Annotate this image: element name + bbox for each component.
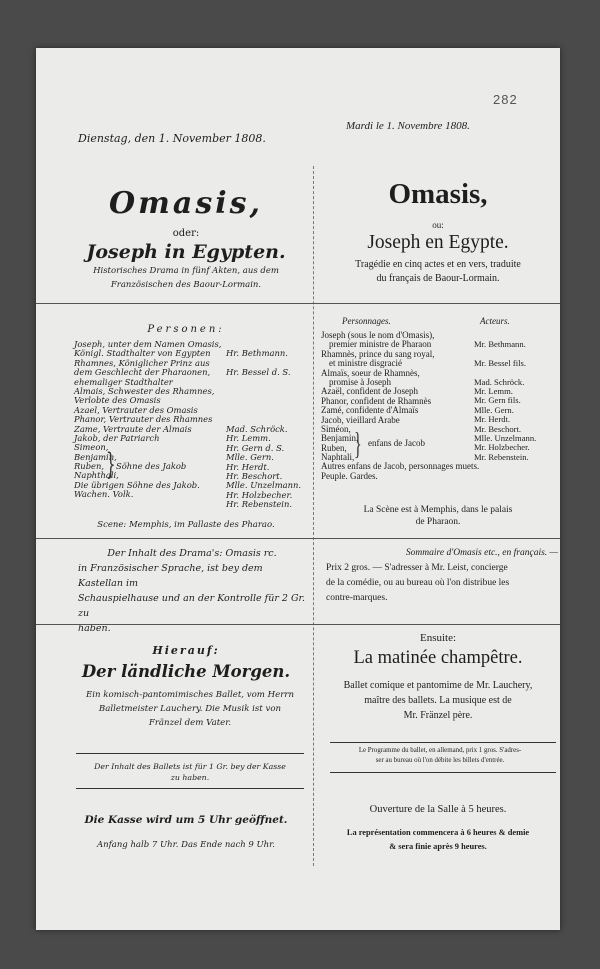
cast-actor: Mr. Bessel fils. xyxy=(474,357,527,368)
right-sommaire-line: Prix 2 gros. — S'adresser à Mr. Leist, concierge xyxy=(326,563,508,573)
cast-actor: Mr. Beschort. xyxy=(474,423,522,434)
left-ballet-desc-line: Fränzel dem Vater. xyxy=(148,718,232,728)
left-date: Dienstag, den 1. November 1808. xyxy=(78,132,266,145)
right-ballet-title: La matinée champêtre. xyxy=(353,648,523,668)
right-rule-ballet xyxy=(330,742,556,743)
cast-role: Phanor, confident de Rhamnès xyxy=(321,395,432,406)
left-cast-actors-lower xyxy=(226,424,306,510)
cast-actor: Hr. Gern d. S. xyxy=(226,442,285,453)
cast-role: Rhamnes, Königlicher Prinz aus xyxy=(74,357,210,368)
cast-actor: Mlle. Gern. xyxy=(474,404,514,415)
cast-actor: Mad. Schröck. xyxy=(474,376,525,387)
right-ballet-desc-line: Mr. Fränzel père. xyxy=(403,710,473,721)
left-oder: oder: xyxy=(172,228,200,239)
left-inhalt-line: haben. xyxy=(78,623,111,634)
right-genre-line2: du français de Baour-Lormain. xyxy=(376,273,500,284)
right-ouverture: Ouverture de la Salle à 5 heures. xyxy=(369,804,507,815)
cast-role: Jakob, der Patriarch xyxy=(74,432,160,443)
right-sommaire-line: Sommaire d'Omasis etc., en français. — xyxy=(405,548,558,558)
cast-actor: Hr. Herdt. xyxy=(226,461,270,472)
left-inhalt-line: Schauspielhause und an der Kontrolle für 2 Gr. zu xyxy=(78,593,306,619)
left-ballet-inhalt-line: Der Inhalt des Ballets ist für 1 Gr. bey der Kasse xyxy=(94,762,286,771)
right-cast-actors xyxy=(474,340,560,462)
cast-actor: Mlle. Unzelmann. xyxy=(226,480,302,491)
page-number: 282 xyxy=(493,92,518,107)
cast-role: Ruben, xyxy=(74,461,105,472)
left-sons-brace: } xyxy=(106,447,116,482)
cast-role: Azaël, confident de Joseph xyxy=(321,386,418,397)
right-programme-line: ser au bureau où l'on débite les billets d'entrée. xyxy=(375,757,505,764)
right-sommaire-line: contre-marques. xyxy=(326,593,388,603)
cast-actor: Mr. Gern fils. xyxy=(474,395,521,406)
left-cast-roles xyxy=(74,340,224,500)
right-representation-line1: La représentation commencera à 6 heures & demie xyxy=(346,828,530,837)
cast-actor: Hr. Bethmann. xyxy=(226,348,288,358)
cast-role: promise à Joseph xyxy=(329,376,391,387)
left-anfang: Anfang halb 7 Uhr. Das Ende nach 9 Uhr. xyxy=(97,840,275,850)
right-sommaire-line: de la comédie, ou au bureau où l'on distribue les xyxy=(326,578,510,588)
rule-middle-1 xyxy=(36,538,560,539)
cast-role: Phanor, Vertrauter des Rhamnes xyxy=(74,414,213,425)
left-rule-ballet-2 xyxy=(76,788,304,789)
left-ballet-desc-line: Balletmeister Lauchery. Die Musik ist von xyxy=(98,704,282,714)
left-ballet-desc-line: Ein komisch-pantomimisches Ballet, vom Herrn xyxy=(86,690,294,700)
cast-actor: Mr. Lemm. xyxy=(474,385,513,396)
right-cast-roles xyxy=(321,331,481,481)
right-sommaire xyxy=(326,546,558,606)
cast-role: Peuple. Gardes. xyxy=(321,470,378,481)
right-acteurs-heading: Acteurs. xyxy=(480,316,510,326)
cast-role: Benjamin, xyxy=(74,451,117,462)
left-hierauf: Hierauf: xyxy=(152,644,220,657)
cast-role: Zamé, confidente d'Almaïs xyxy=(321,405,419,416)
right-sons-label: enfans de Jacob xyxy=(368,438,425,448)
left-genre-line1: Historisches Drama in fünf Akten, aus dem xyxy=(93,266,279,276)
left-personen-heading: Personen: xyxy=(147,324,225,335)
cast-role: Almaïs, soeur de Rhamnès, xyxy=(321,367,420,378)
cast-role: Joseph, unter dem Namen Omasis, xyxy=(74,339,222,349)
right-sons-brace: } xyxy=(354,425,362,461)
cast-role: Siméon, xyxy=(321,423,351,434)
right-date: Mardi le 1. Novembre 1808. xyxy=(346,120,470,132)
left-ballet-inhalt-line: zu haben. xyxy=(170,773,210,782)
left-scene: Scene: Memphis, im Pallaste des Pharao. xyxy=(97,520,275,530)
cast-actor: Mr. Herdt. xyxy=(474,414,511,425)
right-ballet-desc-line: Ballet comique et pantomime de Mr. Lauchery, xyxy=(343,680,533,691)
cast-role: Verlobte des Omasis xyxy=(74,395,161,406)
cast-role: Simeon, xyxy=(74,442,109,453)
right-representation-line2: & sera finie après 9 heures. xyxy=(389,842,487,851)
right-subtitle: Joseph en Egypte. xyxy=(367,232,509,253)
cast-actor: Hr. Beschort. xyxy=(226,470,283,481)
cast-role: Almais, Schwester des Rhamnes, xyxy=(74,385,215,396)
left-subtitle: Joseph in Egypten. xyxy=(86,241,286,263)
cast-actor: Hr. Rebenstein. xyxy=(226,499,293,510)
cast-role: Joseph (sous le nom d'Omasis), xyxy=(321,330,435,340)
cast-role: Azael, Vertrauter des Omasis xyxy=(74,404,198,415)
right-ballet-desc-line: maître des ballets. La musique est de xyxy=(364,695,512,706)
cast-actor: Hr. Holzbecher. xyxy=(226,489,293,500)
cast-role: dem Geschlecht der Pharaonen, xyxy=(74,367,211,378)
right-rule-ballet-2 xyxy=(330,772,556,773)
left-inhalt-line: in Französischer Sprache, ist bey dem Kastellan im xyxy=(78,563,263,589)
right-genre-line1: Tragédie en cinq actes et en vers, traduite xyxy=(355,259,521,270)
right-scene-line1: La Scène est à Memphis, dans le palais xyxy=(363,505,513,515)
right-personnages-heading: Personnages. xyxy=(342,316,391,326)
left-ballet-desc xyxy=(72,688,308,730)
left-title: Omasis, xyxy=(109,186,263,221)
column-divider xyxy=(313,166,314,866)
cast-role: ehemaliger Stadthalter xyxy=(74,376,173,387)
playbill-sheet xyxy=(36,48,560,930)
cast-role: Wachen. Volk. xyxy=(74,489,134,500)
cast-role: et ministre disgracié xyxy=(329,358,402,369)
right-programme-line: Le Programme du ballet, en allemand, prix 1 gros. S'adres- xyxy=(358,747,522,754)
cast-role: Benjamin, xyxy=(321,433,359,444)
left-rule-ballet xyxy=(76,753,304,754)
cast-role: Naphthali, xyxy=(74,470,119,481)
cast-actor: Mr. Holzbecher. xyxy=(474,442,530,453)
cast-role: Die übrigen Söhne des Jakob. xyxy=(74,479,200,490)
cast-role: Königl. Stadthalter von Egypten xyxy=(74,348,211,359)
left-ballet-inhalt xyxy=(72,761,308,783)
left-genre-line2: Französischen des Baour-Lormain. xyxy=(110,280,262,290)
left-inhalt xyxy=(78,546,306,636)
cast-actor: Hr. Lemm. xyxy=(226,433,271,444)
cast-role: Rhamnès, prince du sang royal, xyxy=(321,348,435,359)
cast-actor: Mlle. Unzelmann. xyxy=(474,432,537,443)
right-programme xyxy=(322,746,558,766)
cast-role: premier ministre de Pharaon xyxy=(329,339,432,350)
left-inhalt-line: Der Inhalt des Drama's: Omasis rc. xyxy=(107,548,277,559)
cast-role: Zame, Vertraute der Almais xyxy=(74,423,192,434)
cast-actor: Mlle. Gern. xyxy=(226,452,274,463)
cast-role: Ruben, xyxy=(321,442,347,453)
left-kasse: Die Kasse wird um 5 Uhr geöffnet. xyxy=(84,814,288,826)
left-ballet-title: Der ländliche Morgen. xyxy=(81,662,291,681)
cast-actor: Mad. Schröck. xyxy=(226,424,288,434)
left-sons-label: Söhne des Jakob xyxy=(116,461,187,471)
right-scene-line2: de Pharaon. xyxy=(415,517,461,527)
cast-actor: Mr. Rebenstein. xyxy=(474,451,529,462)
left-cast-actors xyxy=(226,349,306,378)
rule-top xyxy=(36,303,560,304)
cast-actor: Hr. Bessel d. S. xyxy=(226,367,291,378)
cast-role: Autres enfans de Jacob, personnages muets. xyxy=(321,461,480,472)
right-ballet-desc xyxy=(318,678,558,723)
right-title: Omasis, xyxy=(388,178,488,210)
right-ou: ou: xyxy=(432,220,444,230)
cast-role: Naphtali, xyxy=(321,452,355,463)
right-ensuite: Ensuite: xyxy=(419,632,457,644)
rule-middle-2 xyxy=(36,624,560,625)
cast-role: Jacob, vieillard Arabe xyxy=(321,414,400,425)
cast-actor: Mr. Bethmann. xyxy=(474,339,526,349)
